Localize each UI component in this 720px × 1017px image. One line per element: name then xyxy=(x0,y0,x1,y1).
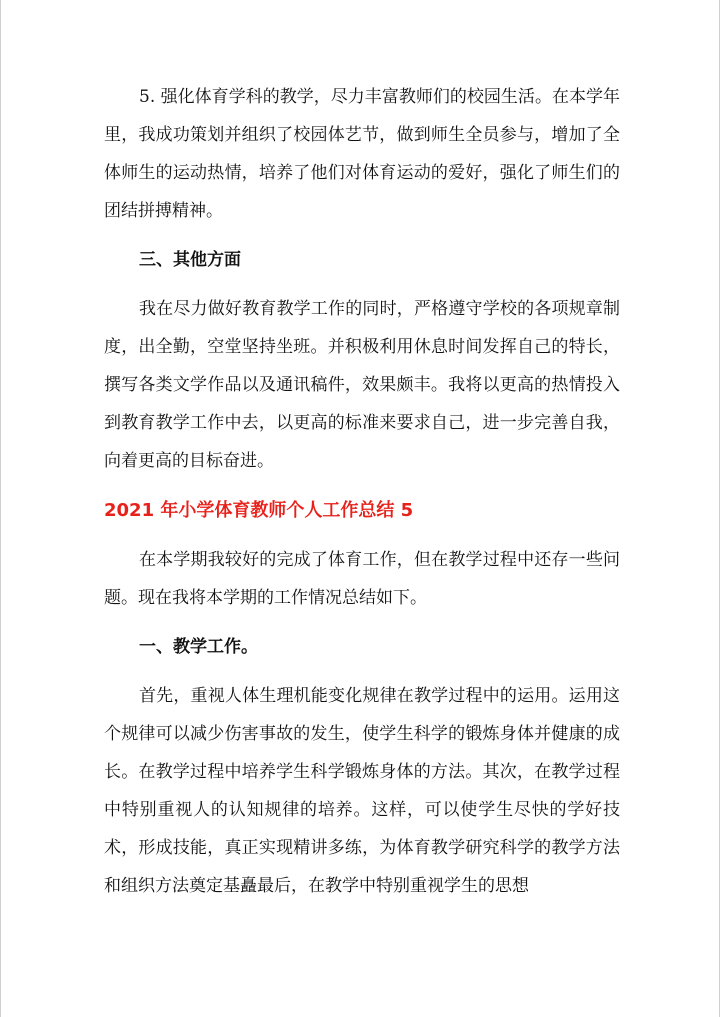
paragraph-pe-teaching: 5. 强化体育学科的教学，尽力丰富教师们的校园生活。在本学年里，我成功策划并组织了校园体艺节，做到师生全员参与，增加了全体师生的运动热情，培养了他们对体育运动的爱好，强化了师生们的团结拼搏精神。 xyxy=(104,87,620,221)
paragraph-other-aspects: 我在尽力做好教育教学工作的同时，严格遵守学校的各项规章制度，出全勤，空堂坚持坐班。并积极利用休息时间发挥自己的特长，撰写各类文学作品以及通讯稿件，效果颇丰。我将以更高的热情投入到教育教学工作中去，以更高的标准来要求自己，进一步完善自我，向着更高的目标奋进。 xyxy=(104,299,620,471)
paragraph-teaching-work: 首先，重视人体生理机能变化规律在教学过程中的运用。运用这个规律可以减少伤害事故的发生，使学生科学的锻炼身体并健康的成长。在教学过程中培养学生科学锻炼身体的方法。其次，在教学过程中特别重视人的认知规律的培养。这样，可以使学生尽快的学好技术，形成技能，真正实现精讲多练，为体育教学研究科学的教学方法和组织方法奠定基矗最后，在教学中特别重视学生的思想 xyxy=(104,686,620,896)
paragraph-intro: 在本学期我较好的完成了体育工作，但在教学过程中还存一些问题。现在我将本学期的工作情况总结如下。 xyxy=(104,550,620,608)
document-title: 2021 年小学体育教师个人工作总结 5 xyxy=(104,500,414,521)
heading-other-aspects: 三、其他方面 xyxy=(139,250,241,270)
document-body xyxy=(104,78,620,916)
heading-teaching-work: 一、教学工作。 xyxy=(139,637,258,657)
page-edge-left xyxy=(0,0,1,1017)
